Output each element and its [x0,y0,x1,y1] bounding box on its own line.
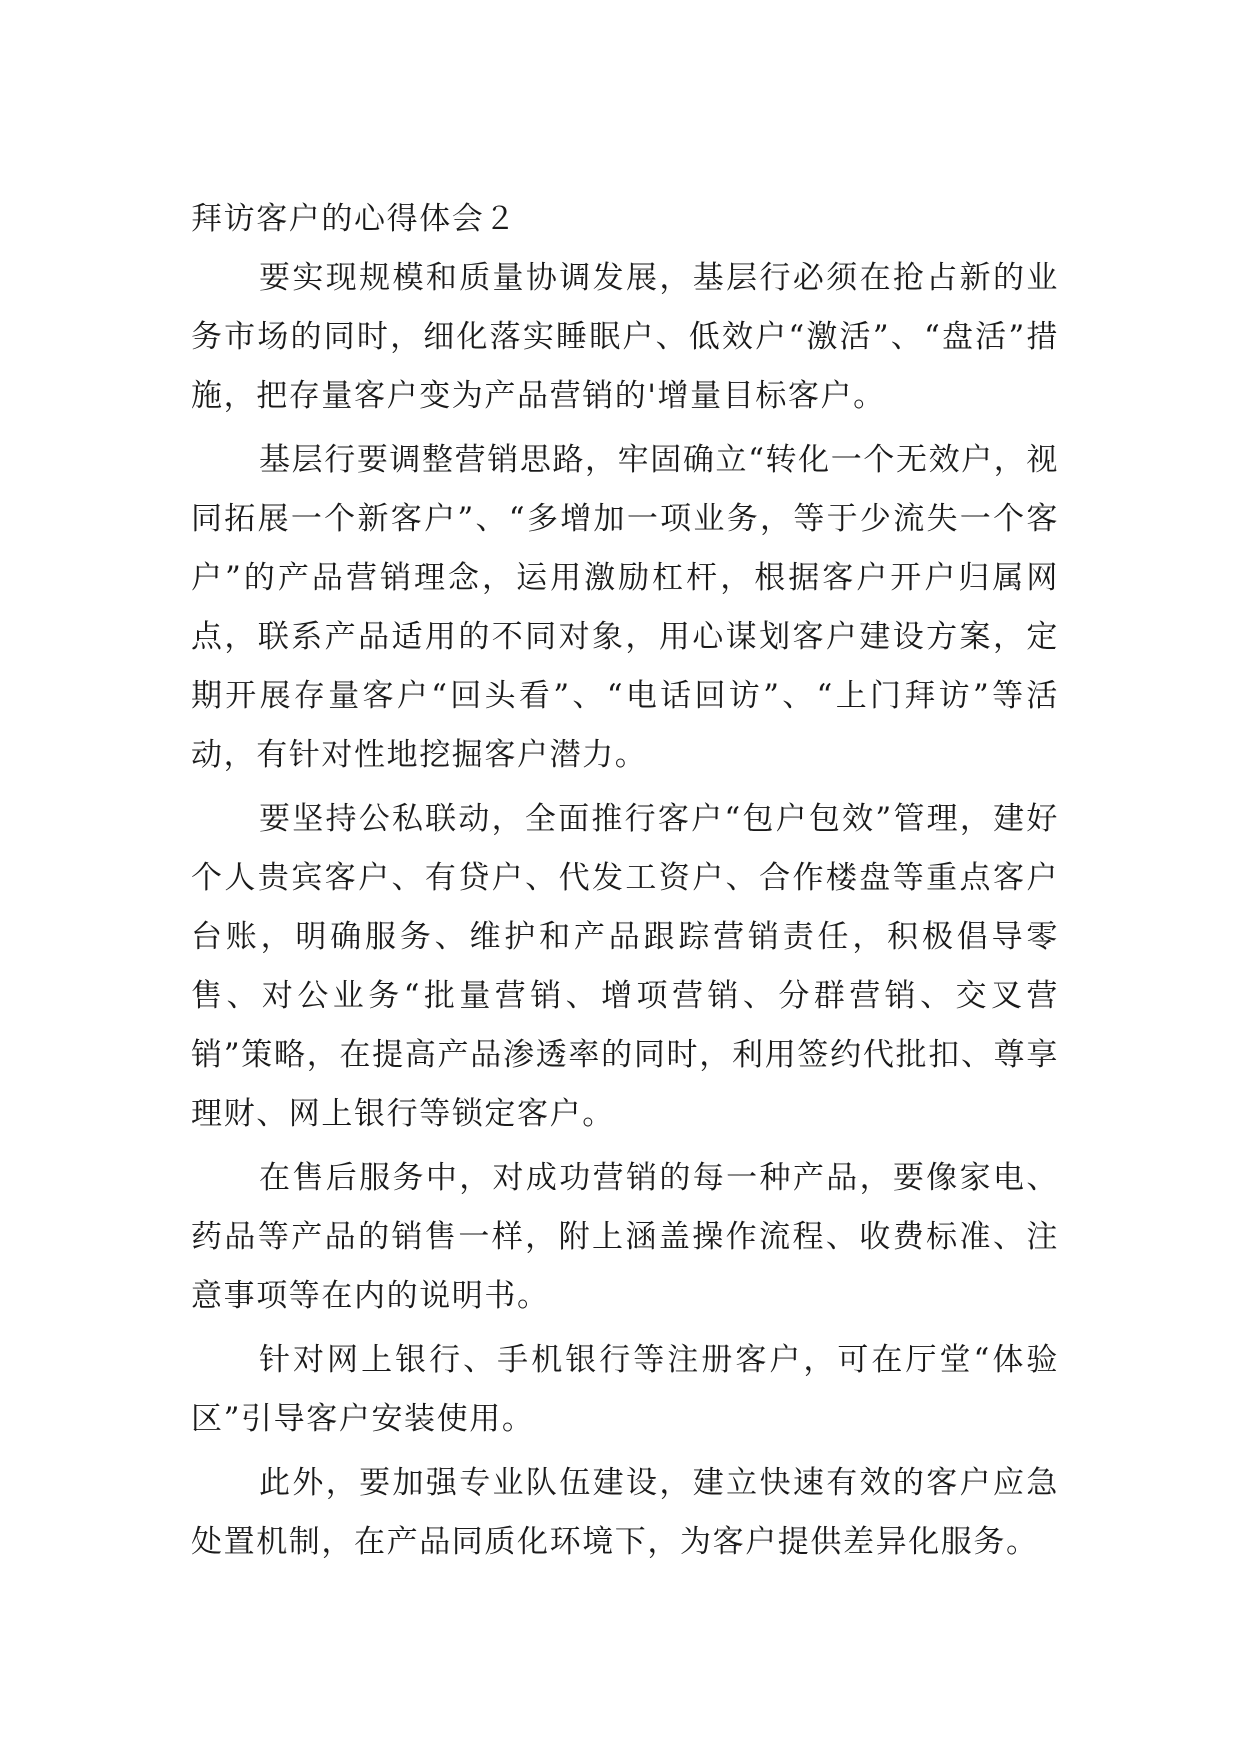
paragraph: 在售后服务中，对成功营销的每一种产品，要像家电、药品等产品的销售一样，附上涵盖操作流程、收费标准、注意事项等在内的说明书。 [191,1160,1059,1314]
document-body [191,190,1059,1572]
paragraph: 要坚持公私联动，全面推行客户“包户包效”管理，建好个人贵宾客户、有贷户、代发工资户、合作楼盘等重点客户台账，明确服务、维护和产品跟踪营销责任，积极倡导零售、对公业务“批量营销、增项营销、分群营销、交叉营销”策略，在提高产品渗透率的同时，利用签约代批扣、尊享理财、网上银行等锁定客户。 [191,801,1059,1132]
document-title: 拜访客户的心得体会２ [191,201,517,237]
paragraph: 此外，要加强专业队伍建设，建立快速有效的客户应急处置机制，在产品同质化环境下，为客户提供差异化服务。 [191,1465,1059,1560]
paragraph: 针对网上银行、手机银行等注册客户，可在厅堂“体验区”引导客户安装使用。 [191,1342,1059,1437]
paragraph: 要实现规模和质量协调发展，基层行必须在抢占新的业务市场的同时，细化落实睡眠户、低效户“激活”、“盘活”措施，把存量客户变为产品营销的'增量目标客户。 [191,260,1059,414]
paragraph: 基层行要调整营销思路，牢固确立“转化一个无效户，视同拓展一个新客户”、“多增加一项业务，等于少流失一个客户”的产品营销理念，运用激励杠杆，根据客户开户归属网点，联系产品适用的不同对象，用心谋划客户建设方案，定期开展存量客户“回头看”、“电话回访”、“上门拜访”等活动，有针对性地挖掘客户潜力。 [191,442,1059,773]
